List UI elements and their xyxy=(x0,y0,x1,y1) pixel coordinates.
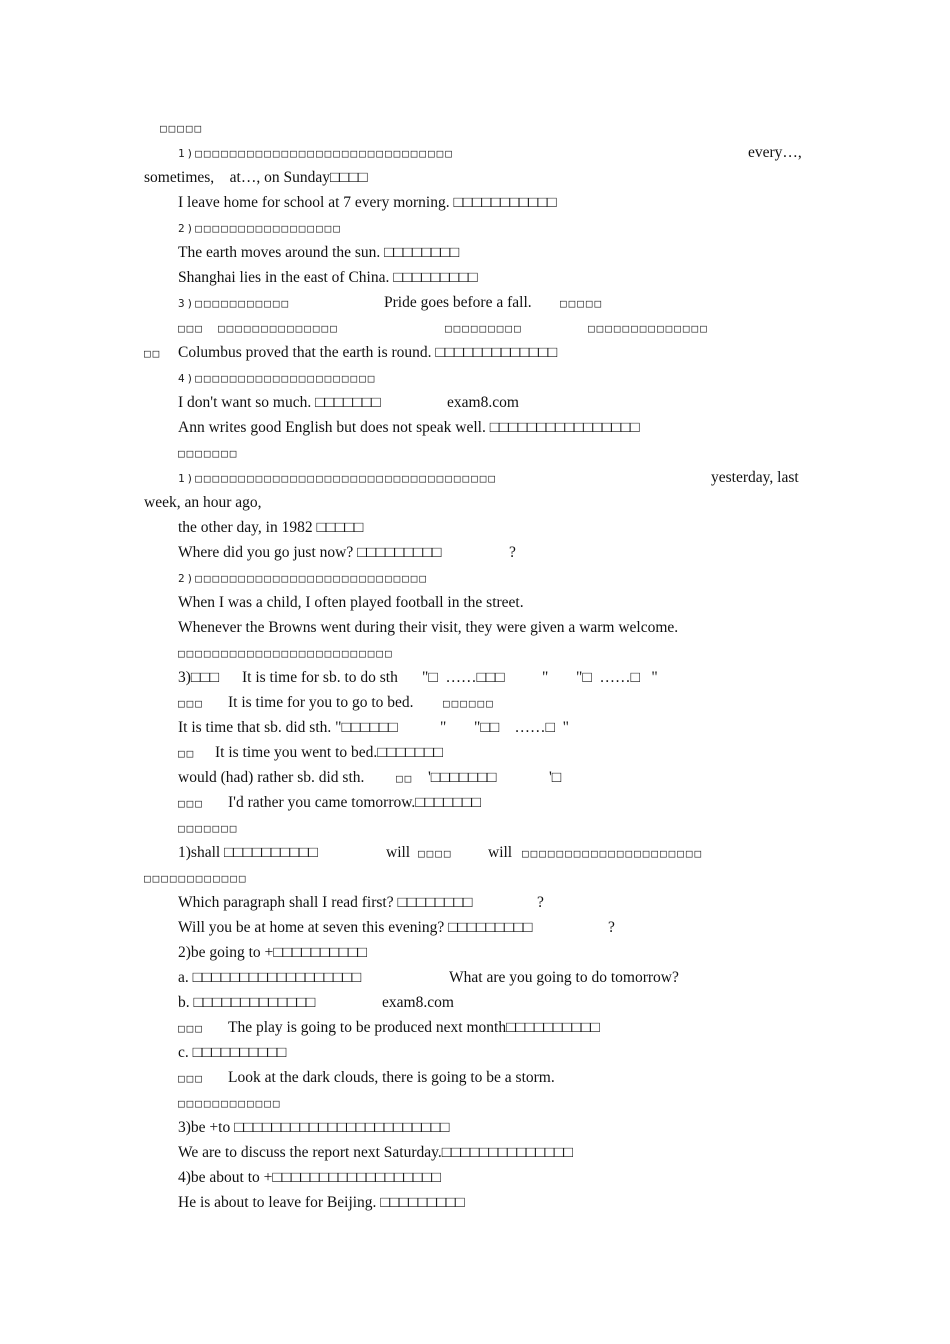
text-line: 2)be going to +□□□□□□□□□□ xyxy=(178,944,367,961)
text-line: 2)□□□□□□□□□□□□□□□□□□□□□□□□□□□ xyxy=(178,572,429,585)
text-line: ? xyxy=(509,544,516,561)
example-line: What are you going to do tomorrow? xyxy=(449,969,679,986)
text-line: □□□□□□□□□ xyxy=(445,322,523,335)
text-line: will xyxy=(386,844,411,861)
text-line: will xyxy=(488,844,513,861)
example-line: Where did you go just now? □□□□□□□□□ xyxy=(178,544,442,561)
section-heading-past-tense: □□□□□□□ xyxy=(178,447,239,460)
example-line: I'd rather you came tomorrow.□□□□□□□ xyxy=(228,794,481,811)
text-line: □□□□□□□□□□□□□□□□□□□□□□□□□ xyxy=(178,647,394,660)
text-line: week, an hour ago, xyxy=(144,494,262,511)
text-line: 4)be about to +□□□□□□□□□□□□□□□□□□ xyxy=(178,1169,441,1186)
watermark-text: exam8.com xyxy=(382,994,454,1011)
text-line: □□□ xyxy=(178,1022,204,1035)
example-line: The play is going to be produced next month□□□□□□□□□□ xyxy=(228,1019,600,1036)
text-line: a. □□□□□□□□□□□□□□□□□□ xyxy=(178,969,362,986)
text-line: □□ xyxy=(144,347,162,360)
text-line: □□□□ xyxy=(418,847,453,860)
example-line: Columbus proved that the earth is round. □□□□□□□□□□□□□ xyxy=(178,344,558,361)
text-line: 1)□□□□□□□□□□□□□□□□□□□□□□□□□□□□□□□□□□□ xyxy=(178,472,498,485)
text-line: □□□□□□□□□□□□□□□□□□□□□ xyxy=(522,847,704,860)
example-line: It is time you went to bed.□□□□□□□ xyxy=(215,744,443,761)
text-line: yesterday, last xyxy=(711,469,799,486)
example-line: He is about to leave for Beijing. □□□□□□□□□ xyxy=(178,1194,465,1211)
example-line: Whenever the Browns went during their visit, they were given a warm welcome. xyxy=(178,619,679,636)
text-line: '□□□□□□□ xyxy=(428,769,497,786)
example-line: It is time for you to go to bed. xyxy=(228,694,414,711)
section-heading-future-tense: □□□□□□□ xyxy=(178,822,239,835)
example-line: The earth moves around the sun. □□□□□□□□ xyxy=(178,244,460,261)
text-line: 1)shall □□□□□□□□□□ xyxy=(178,844,318,861)
text-line: " xyxy=(440,719,447,736)
text-line: "□ ……□□□ xyxy=(422,669,505,686)
section-heading-present-tense: □□□□□ xyxy=(160,122,204,135)
text-line: □□□ xyxy=(178,697,204,710)
text-line: b. □□□□□□□□□□□□□ xyxy=(178,994,316,1011)
text-line: c. □□□□□□□□□□ xyxy=(178,1044,287,1061)
text-line: 1)□□□□□□□□□□□□□□□□□□□□□□□□□□□□□□ xyxy=(178,147,454,160)
text-line: every…, xyxy=(748,144,802,161)
example-line: When I was a child, I often played football in the street. xyxy=(178,594,524,611)
text-line: □□□□□□□□□□□□□□ xyxy=(588,322,709,335)
text-line: □□□ xyxy=(178,322,204,335)
text-line: "□□ ……□ " xyxy=(474,719,569,736)
text-line: □□□ xyxy=(178,1072,204,1085)
example-line: Will you be at home at seven this evening? □□□□□□□□□ xyxy=(178,919,533,936)
example-line: Shanghai lies in the east of China. □□□□□□□□□ xyxy=(178,269,478,286)
text-line: 3)□□□ xyxy=(178,669,219,686)
text-line: 4)□□□□□□□□□□□□□□□□□□□□□ xyxy=(178,372,377,385)
example-line: It is time for sb. to do sth xyxy=(242,669,398,686)
text-line: would (had) rather sb. did sth. xyxy=(178,769,365,786)
text-line: □□□□□□□□□□□□ xyxy=(144,872,248,885)
example-line: I don't want so much. □□□□□□□ xyxy=(178,394,381,411)
text-line: '□ xyxy=(549,769,562,786)
text-line: □□□ xyxy=(178,797,204,810)
text-line: 2)□□□□□□□□□□□□□□□□□ xyxy=(178,222,342,235)
text-line: ? xyxy=(608,919,615,936)
text-line: sometimes, at…, on Sunday□□□□ xyxy=(144,169,368,186)
text-line: □□ xyxy=(396,772,414,785)
text-line: 3)be +to □□□□□□□□□□□□□□□□□□□□□□□ xyxy=(178,1119,450,1136)
text-line: " xyxy=(542,669,549,686)
text-line: □□ xyxy=(178,747,196,760)
text-line: □□□□□□□□□□□□□□ xyxy=(218,322,339,335)
example-line: Which paragraph shall I read first? □□□□□□□□ xyxy=(178,894,473,911)
text-line: □□□□□ xyxy=(560,297,604,310)
text-line: 3)□□□□□□□□□□□ xyxy=(178,297,291,310)
watermark-text: exam8.com xyxy=(447,394,519,411)
text-line: the other day, in 1982 □□□□□ xyxy=(178,519,364,536)
text-line: □□□□□□ xyxy=(443,697,495,710)
text-line: It is time that sb. did sth. "□□□□□□ xyxy=(178,719,398,736)
text-line: "□ ……□ " xyxy=(576,669,658,686)
example-line: Pride goes before a fall. xyxy=(384,294,532,311)
example-line: Look at the dark clouds, there is going to be a storm. xyxy=(228,1069,555,1086)
example-line: We are to discuss the report next Saturday.□□□□□□□□□□□□□□ xyxy=(178,1144,573,1161)
example-line: Ann writes good English but does not speak well. □□□□□□□□□□□□□□□□ xyxy=(178,419,640,436)
text-line: □□□□□□□□□□□□ xyxy=(178,1097,282,1110)
text-line: ? xyxy=(537,894,544,911)
example-line: I leave home for school at 7 every morning. □□□□□□□□□□□ xyxy=(178,194,557,211)
